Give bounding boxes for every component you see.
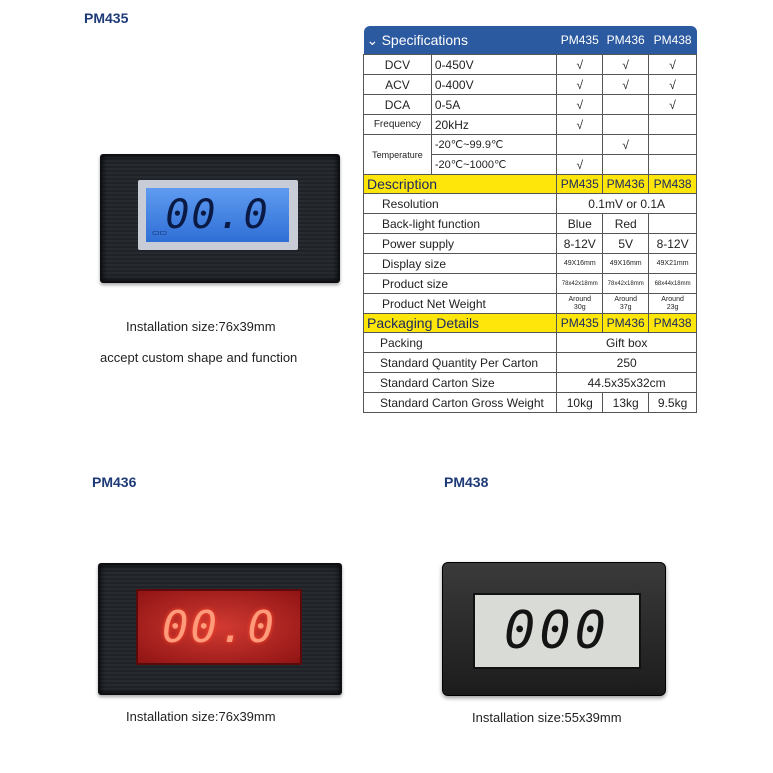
- desc-value: 68x44x18mm: [649, 274, 697, 294]
- check-mark: √: [603, 55, 649, 75]
- table-row: [364, 353, 697, 373]
- specifications-header: ⌄ Specifications: [364, 26, 557, 55]
- desc-label: Display size: [364, 254, 557, 274]
- pm436-install-size: Installation size:76x39mm: [126, 709, 276, 724]
- table-row: [364, 194, 697, 214]
- pm435-title: PM435: [84, 10, 129, 26]
- description-header: Description: [364, 175, 557, 194]
- check-mark: √: [649, 95, 697, 115]
- desc-value: [649, 214, 697, 234]
- battery-icon: ▭▭: [152, 228, 168, 237]
- desc-label: Power supply: [364, 234, 557, 254]
- desc-value: Blue: [557, 214, 603, 234]
- pack-label: Standard Quantity Per Carton: [364, 353, 557, 373]
- spec-label: ACV: [364, 75, 432, 95]
- spec-label: Frequency: [364, 115, 432, 135]
- pack-value: 9.5kg: [649, 393, 697, 413]
- pm435-lcd-screen: [146, 188, 289, 242]
- desc-value: 8-12V: [557, 234, 603, 254]
- spec-label: DCA: [364, 95, 432, 115]
- check-mark: [603, 115, 649, 135]
- desc-label: Back-light function: [364, 214, 557, 234]
- pack-model: PM436: [603, 314, 649, 333]
- check-mark: [603, 95, 649, 115]
- check-mark: √: [557, 55, 603, 75]
- desc-value: 49X16mm: [603, 254, 649, 274]
- table-row: [364, 294, 697, 314]
- packaging-header-row: [364, 314, 697, 333]
- spec-range: 20kHz: [431, 115, 556, 135]
- check-mark: [557, 135, 603, 155]
- check-mark: [603, 155, 649, 175]
- desc-value: 0.1mV or 0.1A: [557, 194, 697, 214]
- check-mark: √: [649, 75, 697, 95]
- pm438-title: PM438: [444, 474, 489, 490]
- desc-value: 78x42x18mm: [603, 274, 649, 294]
- check-mark: √: [649, 55, 697, 75]
- table-row: [364, 75, 697, 95]
- spec-model: PM436: [603, 26, 649, 55]
- desc-value: Around 37g: [603, 294, 649, 314]
- pack-value: 44.5x35x32cm: [557, 373, 697, 393]
- description-header-row: [364, 175, 697, 194]
- desc-value: 49X16mm: [557, 254, 603, 274]
- desc-value: Around 23g: [649, 294, 697, 314]
- desc-label: Product size: [364, 274, 557, 294]
- pm438-reading: 000: [504, 601, 610, 661]
- pack-label: Packing: [364, 333, 557, 353]
- table-row: [364, 333, 697, 353]
- spec-range: 0-400V: [431, 75, 556, 95]
- spec-range: -20℃~99.9℃: [431, 135, 556, 155]
- table-row: [364, 393, 697, 413]
- table-row: [364, 254, 697, 274]
- table-row: [364, 234, 697, 254]
- pm435-display-frame: [138, 180, 298, 250]
- pack-value: 13kg: [603, 393, 649, 413]
- packaging-header: Packaging Details: [364, 314, 557, 333]
- pm438-install-size: Installation size:55x39mm: [472, 710, 622, 725]
- pm436-reading: 00.0: [162, 601, 276, 653]
- pack-model: PM435: [557, 314, 603, 333]
- desc-value: 8-12V: [649, 234, 697, 254]
- chevron-down-icon: ⌄: [366, 31, 379, 48]
- check-mark: √: [557, 115, 603, 135]
- pack-value: 10kg: [557, 393, 603, 413]
- desc-value: 5V: [603, 234, 649, 254]
- desc-value: Around 30g: [557, 294, 603, 314]
- check-mark: [649, 155, 697, 175]
- check-mark: √: [603, 75, 649, 95]
- pack-label: Standard Carton Gross Weight: [364, 393, 557, 413]
- pack-model: PM438: [649, 314, 697, 333]
- pm435-install-size: Installation size:76x39mm: [126, 319, 276, 334]
- pm435-custom-note: accept custom shape and function: [100, 350, 298, 365]
- pm435-meter-image: [100, 154, 340, 283]
- pm438-meter-image: [442, 562, 666, 696]
- check-mark: √: [557, 75, 603, 95]
- spec-range: 0-5A: [431, 95, 556, 115]
- desc-value: 49X21mm: [649, 254, 697, 274]
- spec-model: PM438: [649, 26, 697, 55]
- specifications-header-row: [364, 26, 697, 55]
- pack-value: 250: [557, 353, 697, 373]
- check-mark: √: [557, 95, 603, 115]
- table-row: [364, 135, 697, 155]
- desc-model: PM438: [649, 175, 697, 194]
- spec-range: 0-450V: [431, 55, 556, 75]
- spec-label: Temperature: [364, 135, 432, 175]
- desc-model: PM436: [603, 175, 649, 194]
- spec-label: DCV: [364, 55, 432, 75]
- pm436-led-screen: [136, 589, 302, 665]
- check-mark: √: [603, 135, 649, 155]
- desc-label: Product Net Weight: [364, 294, 557, 314]
- pm435-reading: 00.0: [165, 192, 270, 238]
- table-row: [364, 95, 697, 115]
- table-row: [364, 274, 697, 294]
- desc-value: Red: [603, 214, 649, 234]
- check-mark: √: [557, 155, 603, 175]
- pm436-meter-image: [98, 563, 342, 695]
- desc-value: 78x42x18mm: [557, 274, 603, 294]
- pm436-title: PM436: [92, 474, 137, 490]
- check-mark: [649, 135, 697, 155]
- desc-model: PM435: [557, 175, 603, 194]
- pack-value: Gift box: [557, 333, 697, 353]
- spec-model: PM435: [557, 26, 603, 55]
- check-mark: [649, 115, 697, 135]
- spec-table: [363, 26, 697, 413]
- pm438-lcd-screen: [473, 593, 641, 669]
- table-row: [364, 373, 697, 393]
- table-row: [364, 55, 697, 75]
- desc-label: Resolution: [364, 194, 557, 214]
- table-row: [364, 115, 697, 135]
- pack-label: Standard Carton Size: [364, 373, 557, 393]
- spec-range: -20℃~1000℃: [431, 155, 556, 175]
- table-row: [364, 214, 697, 234]
